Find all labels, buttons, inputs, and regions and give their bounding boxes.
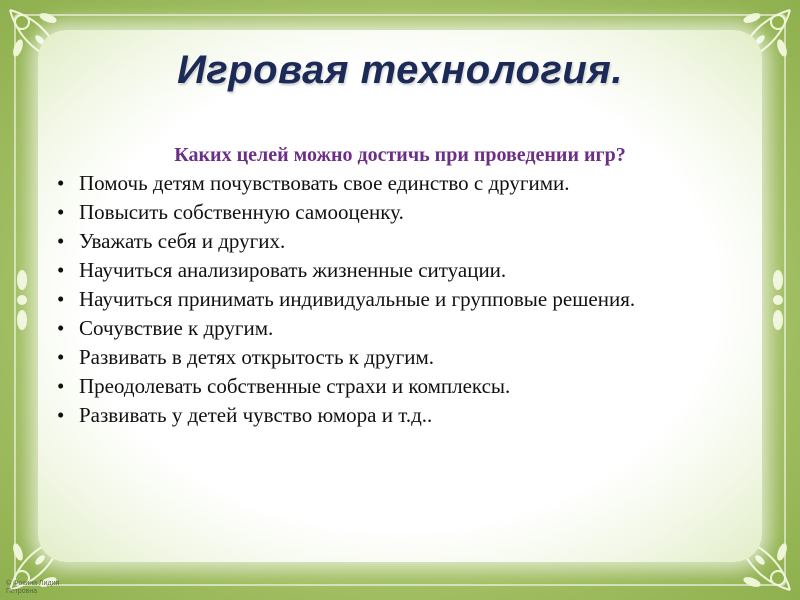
bullet-icon: • <box>57 403 65 427</box>
list-item-text: Развивать у детей чувство юмора и т.д.. <box>79 403 433 427</box>
list-item <box>55 259 715 282</box>
goals-list <box>55 172 715 433</box>
list-item-text: Развивать в детях открытость к другим. <box>79 345 435 369</box>
bullet-icon: • <box>57 171 65 195</box>
slide-subtitle: Каких целей можно достичь при проведении игр? <box>174 144 626 166</box>
list-item-text: Повысить собственную самооценку. <box>79 200 404 224</box>
bullet-icon: • <box>57 200 65 224</box>
copyright-line: Петровна <box>6 588 38 595</box>
slide-title: Игровая технология. <box>177 48 623 92</box>
list-item <box>55 317 715 340</box>
list-item <box>55 346 715 369</box>
bullet-icon: • <box>57 287 65 311</box>
list-item <box>55 172 715 195</box>
list-item-text: Помочь детям почувствовать свое единство с другими. <box>79 171 570 195</box>
bullet-icon: • <box>57 345 65 369</box>
list-item <box>55 230 715 253</box>
bullet-icon: • <box>57 374 65 398</box>
list-item <box>55 288 715 311</box>
bullet-icon: • <box>57 258 65 282</box>
list-item-text: Преодолевать собственные страхи и комплексы. <box>79 374 511 398</box>
list-item-text: Научиться анализировать жизненные ситуации. <box>79 258 507 282</box>
list-item <box>55 404 715 427</box>
copyright-note <box>6 580 59 596</box>
list-item <box>55 375 715 398</box>
bullet-icon: • <box>57 229 65 253</box>
list-item-text: Сочувствие к другим. <box>79 316 274 340</box>
list-item-text: Уважать себя и других. <box>79 229 286 253</box>
bullet-icon: • <box>57 316 65 340</box>
list-item-text: Научиться принимать индивидуальные и групповые решения. <box>79 287 636 311</box>
copyright-line: © Фокина Лидия <box>6 580 60 587</box>
list-item <box>55 201 715 224</box>
